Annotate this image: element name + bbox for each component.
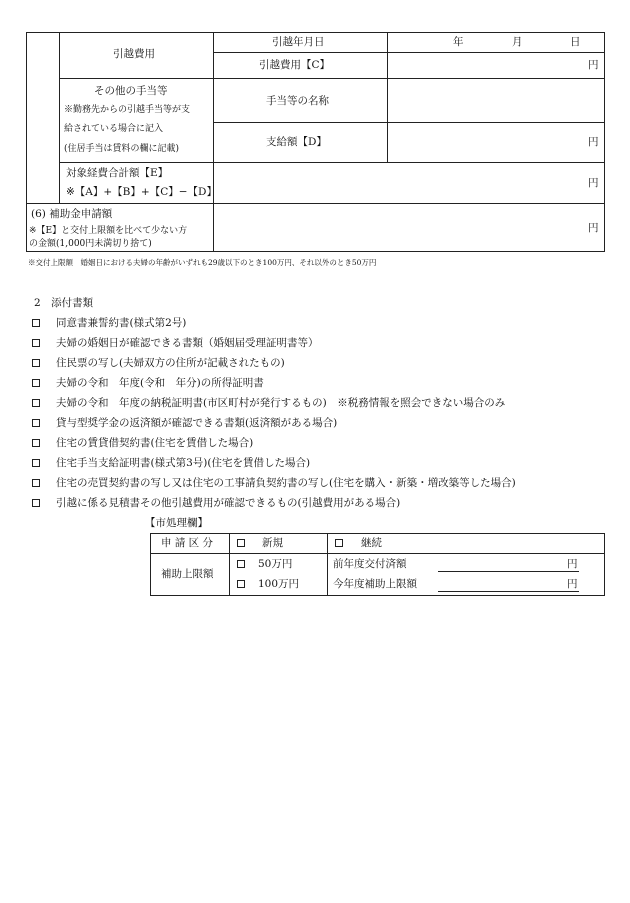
yen-unit: 円 bbox=[588, 136, 599, 148]
yen-unit: 円 bbox=[588, 222, 599, 234]
subsidy-label: (6) 補助金申請額 bbox=[31, 208, 113, 220]
this-year-label: 今年度補助上限額 bbox=[333, 578, 417, 590]
moving-cost-label: 引越費用 bbox=[113, 48, 155, 60]
year-label: 年 bbox=[453, 36, 464, 48]
checkbox-100[interactable] bbox=[237, 580, 245, 588]
checkbox[interactable] bbox=[32, 399, 40, 407]
total-e-formula: ※【A】+【B】+【C】−【D】 bbox=[66, 186, 217, 198]
other-allowance-note: (住居手当は賃料の欄に記載) bbox=[64, 144, 180, 154]
attachment-item[interactable]: 住民票の写し(夫婦双方の住所が記載されたもの) bbox=[32, 358, 285, 369]
checkbox[interactable] bbox=[32, 439, 40, 447]
this-year-field[interactable] bbox=[438, 591, 579, 592]
checkbox[interactable] bbox=[32, 319, 40, 327]
footnote: ※交付上限額 婚姻日における夫婦の年齢がいずれも29歳以下のとき100万円、それ以外のとき50万円 bbox=[28, 258, 377, 267]
attachment-item[interactable]: 夫婦の婚姻日が確認できる書類（婚姻届受理証明書等） bbox=[32, 338, 319, 349]
month-label: 月 bbox=[512, 36, 523, 48]
checkbox[interactable] bbox=[32, 459, 40, 467]
checkbox-continue[interactable] bbox=[335, 539, 343, 547]
attachments-heading: 2 添付書類 bbox=[34, 297, 94, 309]
checkbox[interactable] bbox=[32, 479, 40, 487]
other-allowance-note: 給されている場合に記入 bbox=[64, 124, 164, 134]
attachment-item[interactable]: 引越に係る見積書その他引越費用が確認できるもの(引越費用がある場合) bbox=[32, 498, 400, 509]
yen-unit: 円 bbox=[567, 558, 578, 570]
attachment-item[interactable]: 夫婦の令和 年度の納税証明書(市区町村が発行するもの) ※税務情報を照会できない場合のみ bbox=[32, 398, 505, 409]
amount-50: 50万円 bbox=[258, 558, 293, 570]
prev-year-field[interactable] bbox=[438, 571, 579, 572]
checkbox[interactable] bbox=[32, 339, 40, 347]
checkbox[interactable] bbox=[32, 379, 40, 387]
amount-100: 100万円 bbox=[258, 578, 300, 590]
payment-d-label: 支給額【D】 bbox=[266, 136, 327, 148]
attachment-item[interactable]: 同意書兼誓約書(様式第2号) bbox=[32, 318, 186, 329]
allowance-name-label: 手当等の名称 bbox=[266, 95, 329, 107]
new-label: 新規 bbox=[262, 537, 283, 549]
subsidy-note: の金額(1,000円未満切り捨て) bbox=[29, 239, 152, 249]
checkbox-50[interactable] bbox=[237, 560, 245, 568]
day-label: 日 bbox=[570, 36, 581, 48]
attachment-item[interactable]: 住宅手当支給証明書(様式第3号)(住宅を賃借した場合) bbox=[32, 458, 310, 469]
attachment-item[interactable]: 住宅の売買契約書の写し又は住宅の工事請負契約書の写し(住宅を購入・新築・増改築等した場合) bbox=[32, 478, 516, 489]
yen-unit: 円 bbox=[588, 59, 599, 71]
checkbox[interactable] bbox=[32, 499, 40, 507]
checkbox[interactable] bbox=[32, 359, 40, 367]
attachment-item[interactable]: 夫婦の令和 年度(令和 年分)の所得証明書 bbox=[32, 378, 264, 389]
checkbox-new[interactable] bbox=[237, 539, 245, 547]
yen-unit: 円 bbox=[588, 177, 599, 189]
total-e-label: 対象経費合計額【E】 bbox=[66, 167, 169, 179]
checkbox[interactable] bbox=[32, 419, 40, 427]
other-allowance-label: その他の手当等 bbox=[94, 85, 168, 97]
limit-label: 補助上限額 bbox=[161, 568, 214, 580]
subsidy-note: ※【E】と交付上限額を比べて少ない方 bbox=[29, 226, 188, 236]
attachment-item[interactable]: 貸与型奨学金の返済額が確認できる書類(返済額がある場合) bbox=[32, 418, 337, 429]
other-allowance-note: ※勤務先からの引越手当等が支 bbox=[64, 105, 191, 115]
moving-cost-c-label: 引越費用【C】 bbox=[259, 59, 331, 71]
application-type-label: 申 請 区 分 bbox=[161, 537, 214, 549]
moving-date-label: 引越年月日 bbox=[272, 36, 325, 48]
continue-label: 継続 bbox=[361, 537, 382, 549]
city-use-title: 【市処理欄】 bbox=[145, 517, 208, 529]
prev-year-label: 前年度交付済額 bbox=[333, 558, 407, 570]
yen-unit: 円 bbox=[567, 578, 578, 590]
attachment-item[interactable]: 住宅の賃貸借契約書(住宅を賃借した場合) bbox=[32, 438, 253, 449]
